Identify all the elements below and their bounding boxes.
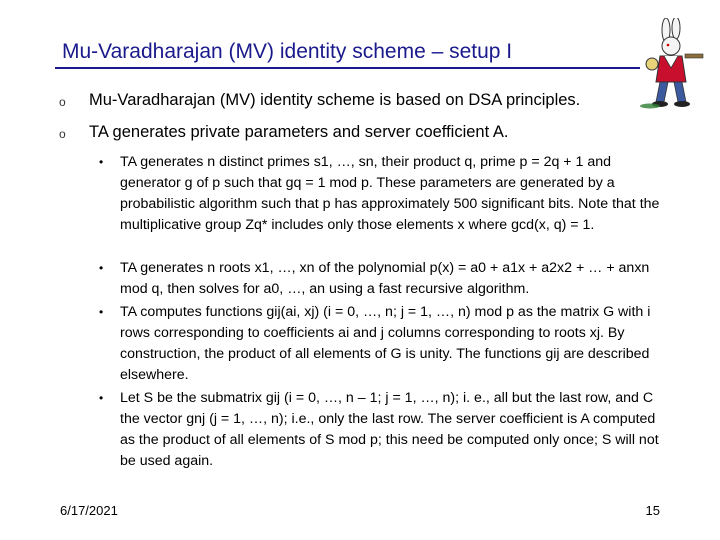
- bullet-marker: o: [59, 127, 66, 141]
- sub-bullet-text: Let S be the submatrix gij (i = 0, …, n – 1; j = 1, …, n); i. e., all but the last row, and C the vector gnj (j = 1, …, n); i.e., only the last row. The server coefficient is A computed as the product of all elements of S mod p; this need be computed only once; S will not be used again.: [120, 390, 659, 469]
- sub-bullet-marker: •: [99, 305, 104, 319]
- page-number: 15: [645, 503, 660, 518]
- main-bullet-text: Mu-Varadharajan (MV) identity scheme is based on DSA principles.: [89, 91, 581, 109]
- slide-title: Mu-Varadharajan (MV) identity scheme – setup I: [62, 40, 513, 63]
- title-underline: [55, 67, 640, 69]
- footer-date: 6/17/2021: [60, 503, 118, 518]
- sub-bullet-text: TA generates n roots x1, …, xn of the polynomial p(x) = a0 + a1x + a2x2 + … + anxn mod q, then solves for a0, …, an using a fast recursive algorithm.: [120, 260, 650, 297]
- sub-bullet-text: TA computes functions gij(ai, xj) (i = 0, …, n; j = 1, …, n) mod p as the matrix G with i rows corresponding to coefficients ai and j columns corresponding to roots xj. By construction, the product of all elements of G is unity. The functions gij are described elsewhere.: [120, 304, 651, 383]
- sub-bullet-marker: •: [99, 155, 104, 169]
- bullet-marker: o: [59, 95, 66, 109]
- sub-bullet-marker: •: [99, 261, 104, 275]
- sub-bullet-marker: •: [99, 391, 104, 405]
- main-bullet-text: TA generates private parameters and server coefficient A.: [89, 123, 509, 141]
- white-rabbit-icon: [638, 18, 710, 110]
- sub-bullet-text: TA generates n distinct primes s1, …, sn, their product q, prime p = 2q + 1 and generator g of p such that gq = 1 mod p. These parameters are generated by a probabilistic algorithm such that p has approximately 500 significant bits. Note that the multiplicative group Zq* includes only those elements x where gcd(x, q) = 1.: [120, 154, 660, 233]
